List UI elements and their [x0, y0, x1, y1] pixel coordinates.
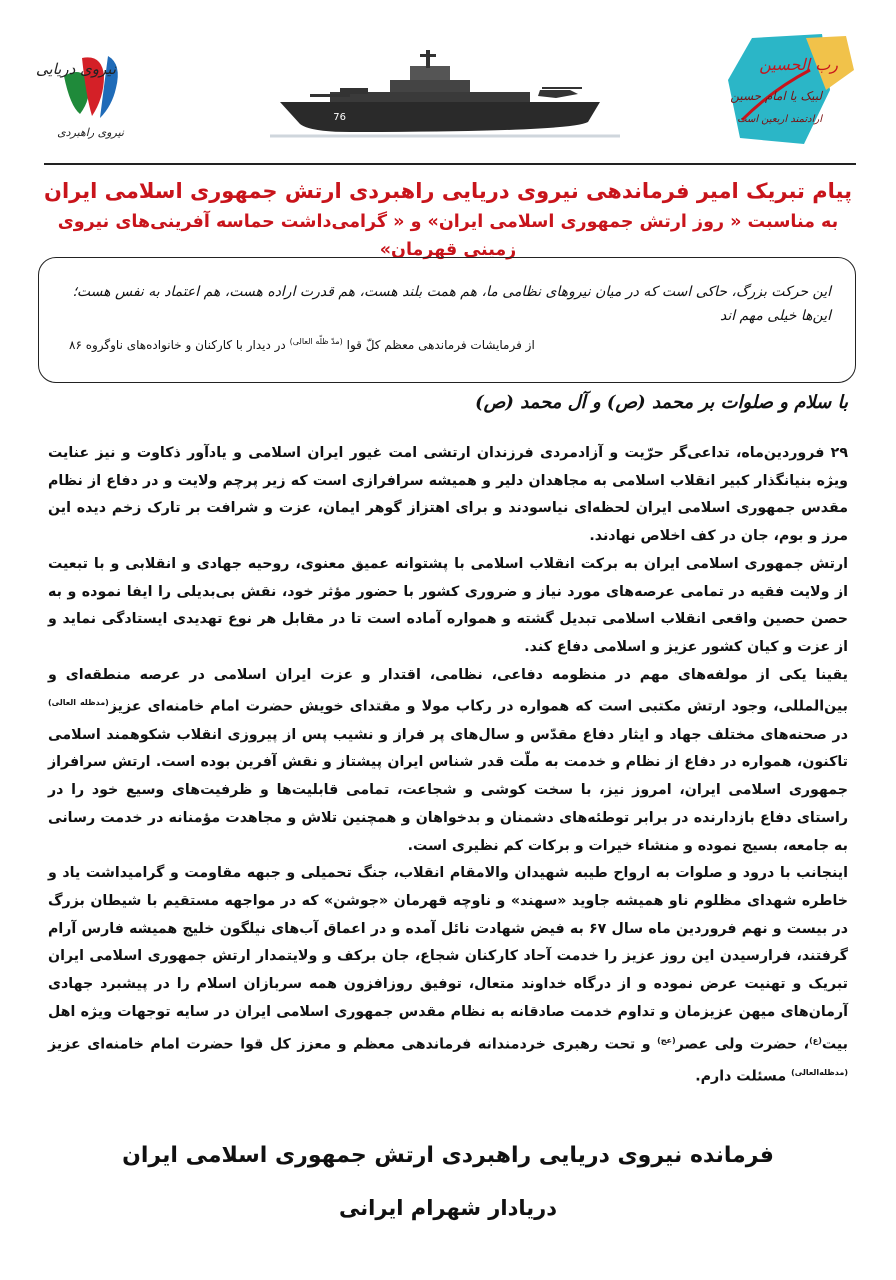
body-paragraph-4	[48, 860, 848, 1091]
page-title: پیام تبریک امیر فرماندهی نیروی دریایی راهبردی ارتش جمهوری اسلامی ایران	[44, 179, 852, 203]
quote-source-honorific: (مدّ ظلّه العالی)	[289, 337, 343, 346]
body-p4-part-a: اینجانب با درود و صلوات به ارواح طیبه شهیدان والامقام انقلاب، جنگ تحمیلی و جبهه مقاومت و گرامیداشت یاد و خاطره شهدای مظلوم ناو همیشه جاوید «سهند» و ناوچه قهرمان «جوشن» که در مواجهه مستقیم با شیطان بزرگ در بیست و نهم فروردین ماه سال ۶۷ به فیض شهادت نائل آمده و در اعماق آب‌های نیلگون خلیج همیشه فارس آرام گرفتند، فرارسیدن این روز عزیز را خدمت آحاد کارکنان شجاع، جان برکف و ولایتمدار ارتش جمهوری اسلامی ایران تبریک و تهنیت عرض نموده و از درگاه خداوند متعال، توفیق روزافزون همه سربازان اسلام را در پیشبرد جهادی آرمان‌های میهن عزیزمان و تداوم خدمت صادقانه به نظام مقدس جمهوری اسلامی ایران در سایه توجهات ویژه اهل بیت	[48, 865, 848, 1053]
svg-text:رب الحسین: رب الحسین	[759, 55, 838, 74]
body-p3-honorific: (مدظله العالی)	[48, 698, 109, 708]
body-p4-part-c: و تحت رهبری خردمندانه فرماندهی معظم و معزز کل قوا حضرت امام خامنه‌ای عزیز	[48, 1036, 651, 1053]
body-p4-honorific-2: (عج)	[657, 1035, 676, 1045]
body-p4-honorific-3: (مدظله‌العالی)	[791, 1067, 848, 1077]
body-p4-honorific-1: (ع)	[809, 1035, 822, 1045]
quote-source-prefix: از فرمایشات فرماندهی معظم کلّ قوا	[346, 338, 535, 352]
warship-illustration	[270, 44, 620, 140]
svg-text:لبیک یا امام حسین: لبیک یا امام حسین	[730, 89, 822, 103]
body-paragraph-3	[48, 662, 848, 861]
svg-text:ارادتمند اربعین است: ارادتمند اربعین است	[737, 114, 822, 125]
body-paragraph-1: ۲۹ فروردین‌ماه، تداعی‌گر حرّیت و آزادمردی فرزندان ارتشی امت غیور ایران اسلامی و یادآور ذکاوت و نیز عنایت ویژه بنیانگذار کبیر انقلاب اسلامی به مجاهدان دلیر و همیشه سرافرازی است که زیر پرچم ولایت و در دفاع از نظام مقدس جمهوری اسلامی ایران لحظه‌ای نیاسودند و برای اهتزاز گوهر ایمان، عزت و شرافت بر تارک زخم دیده این مرز و بوم، جان در کف اخلاص نهادند.	[48, 445, 848, 545]
navy-logo	[35, 36, 162, 146]
letterhead	[0, 0, 896, 170]
body-paragraph-2: ارتش جمهوری اسلامی ایران به برکت انقلاب اسلامی با پشتوانه عمیق معنوی، روحیه جهادی و انقلابی و با تبعیت از ولایت فقیه در تمامی عرصه‌های مورد نیاز و ضروری کشور با حضور مؤثر خود، نقش بی‌بدیلی را ایفا نموده و به حصن حصین واقعی انقلاب اسلامی تبدیل گشته و همواره آماده است تا در مقابل هر نوع تهدیدی ایستادگی نماید و از عزت و کیان کشور عزیز و اسلامی دفاع کند.	[48, 555, 848, 655]
arbaeen-logo	[722, 30, 860, 150]
quote-box	[38, 257, 856, 383]
salutation: با سلام و صلوات بر محمد (ص) و آل محمد (ص)	[475, 392, 848, 413]
svg-text:نیروی دریایی: نیروی دریایی	[35, 60, 116, 78]
letter-body	[48, 440, 848, 1091]
quote-text: این حرکت بزرگ، حاکی است که در میان نیروهای نظامی ما، هم همت بلند هست، هم قدرت اراده هست، هم اعتماد به نفس هست؛ این‌ها خیلی مهم اند	[72, 284, 831, 324]
quote-source-suffix: در دیدار با کارکنان و خانواده‌های ناوگروه ۸۶	[69, 338, 286, 352]
header-divider	[44, 163, 856, 165]
page-subtitle: به مناسبت « روز ارتش جمهوری اسلامی ایران» و « گرامی‌داشت حماسه آفرینی‌های نیروی زمینی قهرمان»	[57, 212, 839, 260]
signature-name: دریادار شهرام ایرانی	[339, 1196, 557, 1220]
signature-title: فرمانده نیروی دریایی راهبردی ارتش جمهوری اسلامی ایران	[122, 1143, 774, 1168]
svg-text:نیروی راهبردی: نیروی راهبردی	[57, 126, 124, 139]
body-p4-part-b: ، حضرت ولی عصر	[675, 1036, 810, 1053]
quote-source	[69, 332, 825, 355]
svg-text:76: 76	[333, 112, 346, 123]
body-p3-part-b: در صحنه‌های مختلف جهاد و ایثار دفاع مقدّس و سال‌های پر فراز و نشیب پس از پیروزی انقلاب شکوهمند اسلامی تاکنون، همواره در دفاع از نظام و خدمت به ملّت قدر شناس ایران پیشتاز و نقش آفرین بوده است. ارتش سرافراز جمهوری اسلامی ایران، امروز نیز، با سخت کوشی و شجاعت، تمامی قابلیت‌ها و ظرفیت‌های وسیع خود را در راستای دفاع بازدارنده در برابر توطئه‌های دشمنان و بدخواهان و همچنین تلاش و مجاهدت مؤمنانه در خدمت رسانی به جامعه، بسیج نموده و منشاء خیرات و برکات کم نظیری است.	[48, 726, 848, 854]
body-p4-part-d: مسئلت دارم.	[695, 1068, 787, 1085]
body-p3-part-a: یقینا یکی از مولفه‌های مهم در منظومه دفاعی، نظامی، اقتدار و عزت ایران اسلامی در عرصه منطقه‌ای و بین‌المللی، وجود ارتش مکتبی است که همواره در رکاب مولا و مقتدای خویش حضرت امام خامنه‌ای عزیز	[48, 666, 848, 716]
